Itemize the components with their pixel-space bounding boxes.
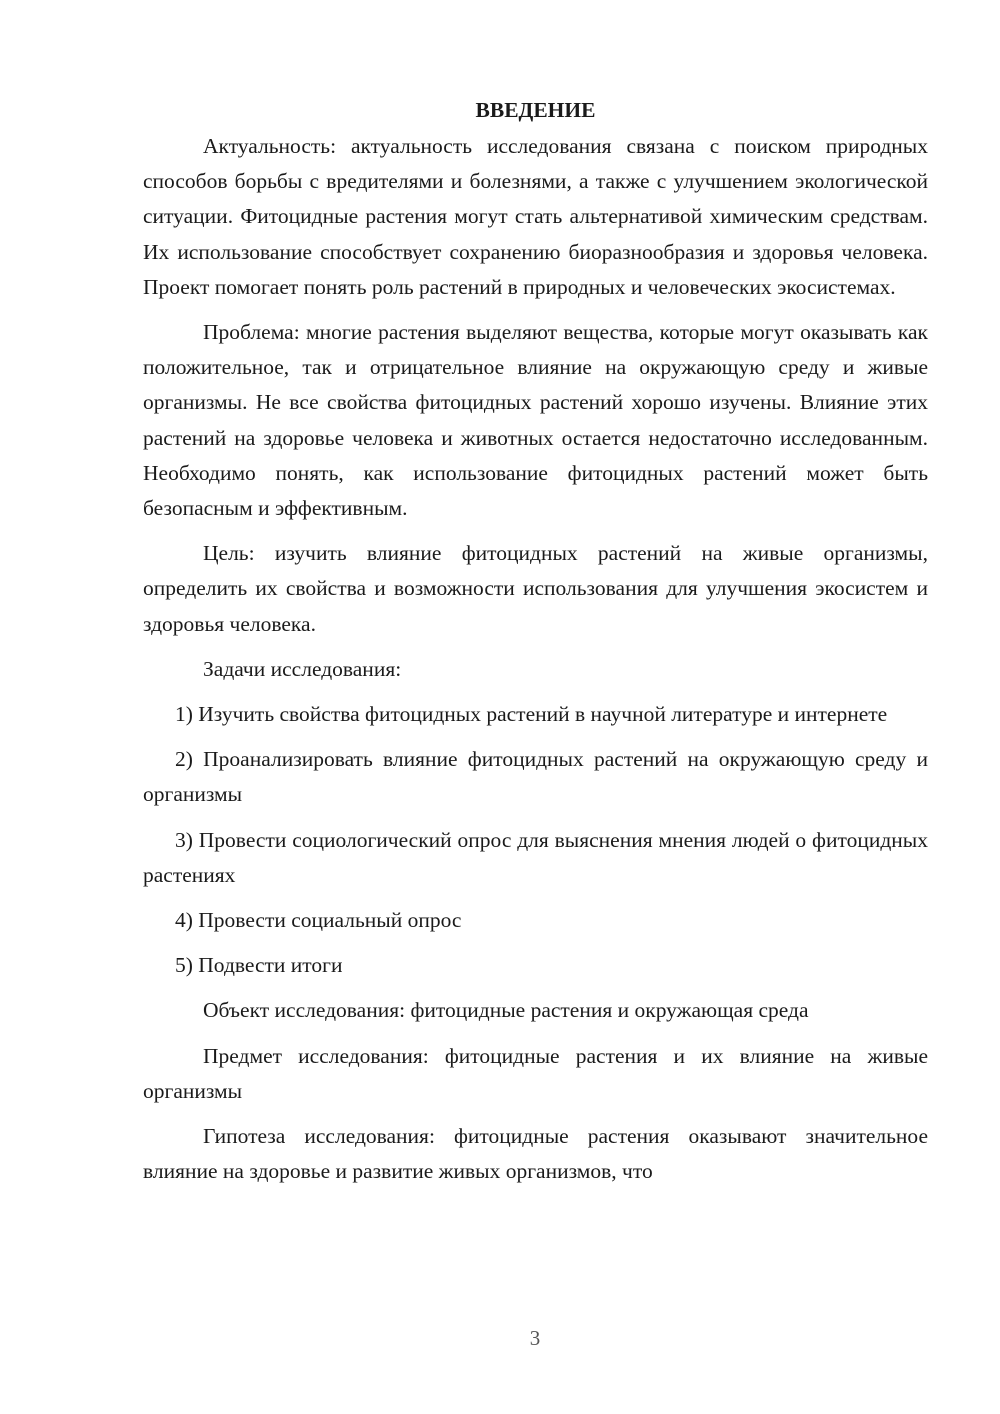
task-item: 5) Подвести итоги — [175, 953, 343, 978]
task-item: 2) Проанализировать влияние фитоцидных растений на окружающую среду и организмы — [143, 747, 928, 807]
object-paragraph: Объект исследования: фитоцидные растения и окружающая среда — [203, 998, 809, 1023]
relevance-paragraph: Актуальность: актуальность исследования связана с поиском природных способов борьбы с вредителями и болезнями, а также с улучшением экологической ситуации. Фитоцидные растения могут стать альтернативой химическим средствам. Их использование способствует сохранению биоразнообразия и здоровья человека. Проект помогает понять роль растений в природных и человеческих экосистемах. — [143, 134, 928, 299]
problem-paragraph: Проблема: многие растения выделяют вещества, которые могут оказывать как положительное, так и отрицательное влияние на окружающую среду и живые организмы. Не все свойства фитоцидных растений хорошо изучены. Влияние этих растений на здоровье человека и животных остается недостаточно исследованным. Необходимо понять, как использование фитоцидных растений может быть безопасным и эффективным. — [143, 320, 928, 521]
page-heading: ВВЕДЕНИЕ — [475, 98, 596, 122]
task-item: 1) Изучить свойства фитоцидных растений в научной литературе и интернете — [175, 702, 888, 727]
task-item: 4) Провести социальный опрос — [175, 908, 462, 933]
page-number: 3 — [529, 1326, 541, 1350]
goal-paragraph: Цель: изучить влияние фитоцидных растений на живые организмы, определить их свойства и возможности использования для улучшения экосистем и здоровья человека. — [143, 541, 928, 636]
page-content — [143, 93, 928, 1189]
subject-paragraph: Предмет исследования: фитоцидные растения и их влияние на живые организмы — [143, 1043, 928, 1103]
task-item: 3) Провести социологический опрос для выяснения мнения людей о фитоцидных растениях — [143, 827, 928, 887]
hypothesis-paragraph: Гипотеза исследования: фитоцидные растения оказывают значительное влияние на здоровье и развитие живых организмов, что — [143, 1124, 928, 1184]
tasks-heading: Задачи исследования: — [203, 656, 402, 681]
